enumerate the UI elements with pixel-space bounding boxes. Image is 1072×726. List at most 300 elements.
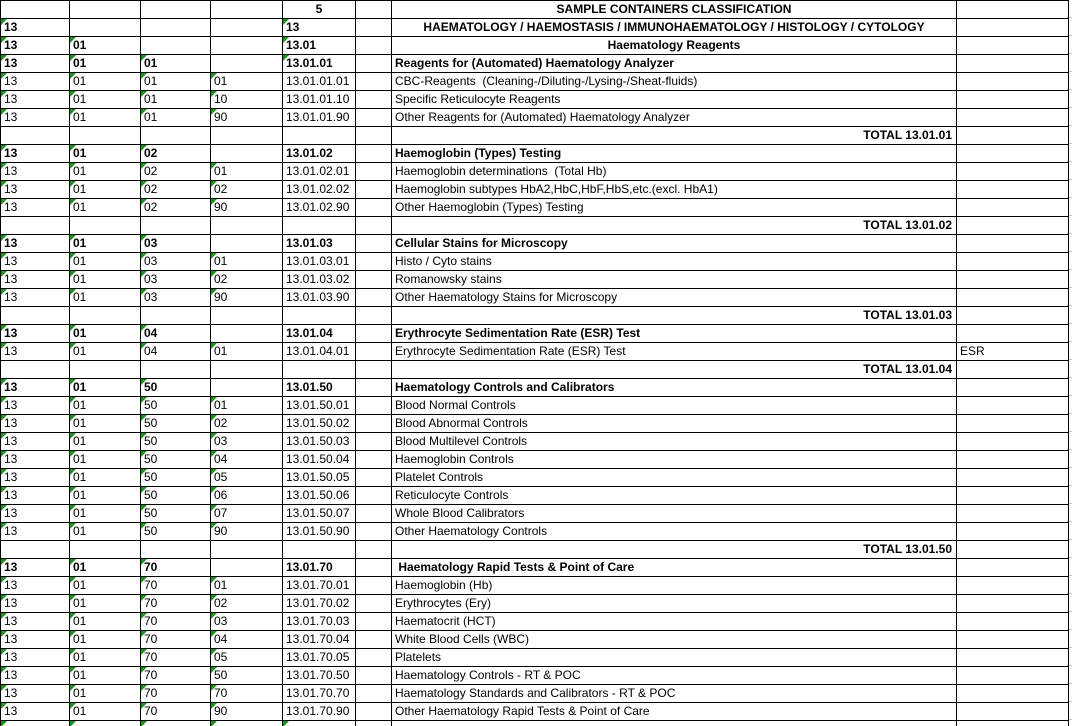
cell-code-level2[interactable] <box>70 523 141 541</box>
cell-code-level2[interactable] <box>70 235 141 253</box>
cell-code-level4[interactable] <box>211 685 283 703</box>
cell-code-level2[interactable] <box>70 613 141 631</box>
cell-code-level2[interactable] <box>70 181 141 199</box>
cell-description[interactable] <box>392 415 957 433</box>
cell-gap[interactable] <box>356 55 392 73</box>
cell-description[interactable] <box>392 181 957 199</box>
cell-code-level4[interactable] <box>211 361 283 379</box>
cell-code-level3[interactable] <box>141 559 211 577</box>
cell-code-level2[interactable] <box>70 19 141 37</box>
cell-code-level1[interactable] <box>1 109 70 127</box>
cell-code-level4[interactable] <box>211 595 283 613</box>
cell-description[interactable] <box>392 469 957 487</box>
cell-full-code[interactable] <box>283 415 356 433</box>
cell-full-code[interactable] <box>283 181 356 199</box>
cell-description[interactable] <box>392 199 957 217</box>
cell-code-level2[interactable] <box>70 505 141 523</box>
cell-code-level4[interactable] <box>211 91 283 109</box>
cell-full-code[interactable] <box>283 163 356 181</box>
cell-description[interactable] <box>392 271 957 289</box>
cell-code-level1[interactable] <box>1 163 70 181</box>
cell-description[interactable] <box>392 523 957 541</box>
cell-gap[interactable] <box>356 541 392 559</box>
cell-full-code[interactable] <box>283 631 356 649</box>
cell-full-code[interactable] <box>283 379 356 397</box>
cell-code-level3[interactable] <box>141 73 211 91</box>
cell-full-code[interactable] <box>283 1 356 19</box>
cell-full-code[interactable] <box>283 253 356 271</box>
cell-code-level4[interactable] <box>211 343 283 361</box>
cell-code-level3[interactable] <box>141 595 211 613</box>
cell-code-level3[interactable] <box>141 307 211 325</box>
cell-extra[interactable] <box>957 235 1069 253</box>
cell-extra[interactable] <box>957 109 1069 127</box>
cell-full-code[interactable] <box>283 541 356 559</box>
cell-gap[interactable] <box>356 685 392 703</box>
cell-gap[interactable] <box>356 181 392 199</box>
cell-extra[interactable] <box>957 55 1069 73</box>
cell-code-level2[interactable] <box>70 703 141 721</box>
cell-code-level3[interactable] <box>141 217 211 235</box>
cell-code-level2[interactable] <box>70 109 141 127</box>
cell-extra[interactable] <box>957 649 1069 667</box>
cell-extra[interactable] <box>957 163 1069 181</box>
cell-code-level1[interactable] <box>1 37 70 55</box>
cell-description[interactable] <box>392 325 957 343</box>
cell-gap[interactable] <box>356 37 392 55</box>
cell-extra[interactable] <box>957 469 1069 487</box>
cell-full-code[interactable] <box>283 145 356 163</box>
cell-extra[interactable] <box>957 397 1069 415</box>
cell-code-level3[interactable] <box>141 163 211 181</box>
cell-code-level3[interactable] <box>141 145 211 163</box>
cell-code-level3[interactable] <box>141 289 211 307</box>
cell-code-level2[interactable] <box>70 91 141 109</box>
cell-code-level1[interactable] <box>1 217 70 235</box>
cell-code-level4[interactable] <box>211 379 283 397</box>
cell-code-level2[interactable] <box>70 271 141 289</box>
cell-code-level3[interactable] <box>141 55 211 73</box>
cell-gap[interactable] <box>356 487 392 505</box>
cell-gap[interactable] <box>356 559 392 577</box>
cell-description[interactable] <box>392 235 957 253</box>
cell-description[interactable] <box>392 613 957 631</box>
cell-code-level1[interactable] <box>1 361 70 379</box>
cell-code-level4[interactable] <box>211 451 283 469</box>
cell-code-level4[interactable] <box>211 163 283 181</box>
cell-code-level4[interactable] <box>211 613 283 631</box>
cell-code-level3[interactable] <box>141 109 211 127</box>
cell-gap[interactable] <box>356 523 392 541</box>
cell-code-level2[interactable] <box>70 631 141 649</box>
cell-code-level2[interactable] <box>70 217 141 235</box>
cell-code-level2[interactable] <box>70 685 141 703</box>
cell-code-level4[interactable] <box>211 1 283 19</box>
cell-code-level4[interactable] <box>211 469 283 487</box>
cell-code-level3[interactable] <box>141 91 211 109</box>
cell-code-level3[interactable] <box>141 253 211 271</box>
cell-code-level1[interactable] <box>1 703 70 721</box>
cell-extra[interactable] <box>957 343 1069 361</box>
cell-code-level1[interactable] <box>1 343 70 361</box>
cell-code-level4[interactable] <box>211 37 283 55</box>
cell-full-code[interactable] <box>283 289 356 307</box>
cell-code-level3[interactable] <box>141 451 211 469</box>
cell-code-level1[interactable] <box>1 253 70 271</box>
cell-description[interactable] <box>392 721 957 726</box>
cell-code-level4[interactable] <box>211 109 283 127</box>
cell-code-level2[interactable] <box>70 361 141 379</box>
cell-gap[interactable] <box>356 505 392 523</box>
cell-full-code[interactable] <box>283 433 356 451</box>
cell-code-level3[interactable] <box>141 415 211 433</box>
cell-code-level1[interactable] <box>1 55 70 73</box>
cell-code-level3[interactable] <box>141 1 211 19</box>
cell-code-level1[interactable] <box>1 91 70 109</box>
cell-gap[interactable] <box>356 19 392 37</box>
cell-code-level1[interactable] <box>1 19 70 37</box>
cell-gap[interactable] <box>356 343 392 361</box>
cell-extra[interactable] <box>957 433 1069 451</box>
cell-code-level2[interactable] <box>70 73 141 91</box>
cell-description[interactable] <box>392 541 957 559</box>
cell-code-level4[interactable] <box>211 271 283 289</box>
cell-extra[interactable] <box>957 1 1069 19</box>
cell-code-level3[interactable] <box>141 649 211 667</box>
cell-extra[interactable] <box>957 523 1069 541</box>
cell-full-code[interactable] <box>283 91 356 109</box>
cell-gap[interactable] <box>356 469 392 487</box>
cell-extra[interactable] <box>957 451 1069 469</box>
cell-code-level4[interactable] <box>211 181 283 199</box>
cell-extra[interactable] <box>957 181 1069 199</box>
cell-full-code[interactable] <box>283 685 356 703</box>
cell-code-level4[interactable] <box>211 577 283 595</box>
cell-code-level1[interactable] <box>1 379 70 397</box>
cell-code-level4[interactable] <box>211 217 283 235</box>
cell-description[interactable] <box>392 163 957 181</box>
cell-code-level4[interactable] <box>211 541 283 559</box>
cell-gap[interactable] <box>356 451 392 469</box>
cell-code-level3[interactable] <box>141 541 211 559</box>
cell-description[interactable] <box>392 361 957 379</box>
cell-extra[interactable] <box>957 415 1069 433</box>
cell-code-level1[interactable] <box>1 397 70 415</box>
cell-code-level4[interactable] <box>211 505 283 523</box>
cell-gap[interactable] <box>356 613 392 631</box>
cell-full-code[interactable] <box>283 703 356 721</box>
cell-code-level1[interactable] <box>1 1 70 19</box>
cell-gap[interactable] <box>356 325 392 343</box>
cell-code-level3[interactable] <box>141 361 211 379</box>
cell-code-level3[interactable] <box>141 577 211 595</box>
cell-code-level2[interactable] <box>70 1 141 19</box>
cell-gap[interactable] <box>356 91 392 109</box>
cell-extra[interactable] <box>957 145 1069 163</box>
cell-code-level4[interactable] <box>211 523 283 541</box>
cell-code-level1[interactable] <box>1 487 70 505</box>
cell-extra[interactable] <box>957 91 1069 109</box>
cell-code-level1[interactable] <box>1 73 70 91</box>
cell-code-level1[interactable] <box>1 559 70 577</box>
cell-code-level2[interactable] <box>70 145 141 163</box>
cell-description[interactable] <box>392 379 957 397</box>
cell-extra[interactable] <box>957 541 1069 559</box>
cell-description[interactable] <box>392 109 957 127</box>
cell-description[interactable] <box>392 19 957 37</box>
cell-gap[interactable] <box>356 649 392 667</box>
cell-extra[interactable] <box>957 703 1069 721</box>
cell-description[interactable] <box>392 487 957 505</box>
cell-code-level4[interactable] <box>211 703 283 721</box>
cell-code-level3[interactable] <box>141 199 211 217</box>
cell-code-level4[interactable] <box>211 397 283 415</box>
cell-full-code[interactable] <box>283 523 356 541</box>
cell-gap[interactable] <box>356 145 392 163</box>
cell-full-code[interactable] <box>283 325 356 343</box>
cell-code-level4[interactable] <box>211 235 283 253</box>
cell-code-level4[interactable] <box>211 307 283 325</box>
cell-gap[interactable] <box>356 307 392 325</box>
cell-extra[interactable] <box>957 721 1069 726</box>
cell-description[interactable] <box>392 91 957 109</box>
cell-full-code[interactable] <box>283 73 356 91</box>
cell-full-code[interactable] <box>283 559 356 577</box>
cell-code-level2[interactable] <box>70 559 141 577</box>
cell-code-level3[interactable] <box>141 505 211 523</box>
cell-extra[interactable] <box>957 613 1069 631</box>
cell-gap[interactable] <box>356 433 392 451</box>
cell-code-level4[interactable] <box>211 325 283 343</box>
cell-gap[interactable] <box>356 199 392 217</box>
cell-description[interactable] <box>392 307 957 325</box>
cell-extra[interactable] <box>957 19 1069 37</box>
cell-description[interactable] <box>392 127 957 145</box>
cell-description[interactable] <box>392 595 957 613</box>
cell-code-level4[interactable] <box>211 55 283 73</box>
cell-gap[interactable] <box>356 73 392 91</box>
cell-extra[interactable] <box>957 559 1069 577</box>
cell-extra[interactable] <box>957 667 1069 685</box>
cell-code-level3[interactable] <box>141 235 211 253</box>
cell-extra[interactable] <box>957 271 1069 289</box>
cell-gap[interactable] <box>356 217 392 235</box>
cell-code-level3[interactable] <box>141 721 211 726</box>
cell-gap[interactable] <box>356 721 392 726</box>
cell-extra[interactable] <box>957 595 1069 613</box>
cell-gap[interactable] <box>356 109 392 127</box>
cell-description[interactable] <box>392 397 957 415</box>
cell-gap[interactable] <box>356 415 392 433</box>
cell-code-level2[interactable] <box>70 595 141 613</box>
cell-code-level2[interactable] <box>70 307 141 325</box>
cell-full-code[interactable] <box>283 577 356 595</box>
cell-code-level3[interactable] <box>141 397 211 415</box>
cell-code-level3[interactable] <box>141 19 211 37</box>
cell-extra[interactable] <box>957 37 1069 55</box>
cell-full-code[interactable] <box>283 127 356 145</box>
cell-code-level2[interactable] <box>70 379 141 397</box>
cell-code-level3[interactable] <box>141 271 211 289</box>
cell-gap[interactable] <box>356 127 392 145</box>
cell-code-level4[interactable] <box>211 199 283 217</box>
cell-description[interactable] <box>392 289 957 307</box>
cell-code-level3[interactable] <box>141 523 211 541</box>
cell-extra[interactable] <box>957 505 1069 523</box>
cell-code-level2[interactable] <box>70 541 141 559</box>
cell-code-level2[interactable] <box>70 487 141 505</box>
cell-extra[interactable] <box>957 199 1069 217</box>
cell-description[interactable] <box>392 685 957 703</box>
cell-full-code[interactable] <box>283 505 356 523</box>
cell-code-level1[interactable] <box>1 505 70 523</box>
cell-code-level1[interactable] <box>1 199 70 217</box>
cell-full-code[interactable] <box>283 55 356 73</box>
cell-code-level1[interactable] <box>1 469 70 487</box>
cell-code-level4[interactable] <box>211 73 283 91</box>
cell-full-code[interactable] <box>283 19 356 37</box>
cell-code-level1[interactable] <box>1 649 70 667</box>
cell-gap[interactable] <box>356 253 392 271</box>
cell-gap[interactable] <box>356 235 392 253</box>
cell-code-level2[interactable] <box>70 343 141 361</box>
cell-extra[interactable] <box>957 307 1069 325</box>
cell-code-level2[interactable] <box>70 397 141 415</box>
cell-code-level4[interactable] <box>211 631 283 649</box>
cell-code-level4[interactable] <box>211 433 283 451</box>
cell-gap[interactable] <box>356 379 392 397</box>
cell-gap[interactable] <box>356 361 392 379</box>
cell-code-level3[interactable] <box>141 667 211 685</box>
cell-code-level4[interactable] <box>211 721 283 726</box>
cell-code-level2[interactable] <box>70 721 141 726</box>
cell-description[interactable] <box>392 1 957 19</box>
cell-code-level1[interactable] <box>1 127 70 145</box>
cell-code-level3[interactable] <box>141 181 211 199</box>
cell-code-level4[interactable] <box>211 127 283 145</box>
cell-code-level1[interactable] <box>1 181 70 199</box>
cell-code-level4[interactable] <box>211 487 283 505</box>
cell-code-level2[interactable] <box>70 289 141 307</box>
cell-code-level2[interactable] <box>70 163 141 181</box>
cell-code-level1[interactable] <box>1 577 70 595</box>
cell-code-level1[interactable] <box>1 415 70 433</box>
cell-full-code[interactable] <box>283 217 356 235</box>
cell-full-code[interactable] <box>283 199 356 217</box>
cell-code-level2[interactable] <box>70 55 141 73</box>
cell-full-code[interactable] <box>283 451 356 469</box>
cell-description[interactable] <box>392 703 957 721</box>
cell-extra[interactable] <box>957 379 1069 397</box>
cell-extra[interactable] <box>957 577 1069 595</box>
cell-description[interactable] <box>392 433 957 451</box>
cell-full-code[interactable] <box>283 109 356 127</box>
cell-gap[interactable] <box>356 163 392 181</box>
cell-code-level1[interactable] <box>1 613 70 631</box>
cell-full-code[interactable] <box>283 361 356 379</box>
cell-description[interactable] <box>392 217 957 235</box>
cell-extra[interactable] <box>957 127 1069 145</box>
cell-code-level3[interactable] <box>141 127 211 145</box>
cell-code-level4[interactable] <box>211 415 283 433</box>
cell-code-level2[interactable] <box>70 199 141 217</box>
cell-full-code[interactable] <box>283 721 356 726</box>
cell-full-code[interactable] <box>283 667 356 685</box>
cell-full-code[interactable] <box>283 613 356 631</box>
cell-code-level2[interactable] <box>70 433 141 451</box>
cell-description[interactable] <box>392 145 957 163</box>
cell-code-level2[interactable] <box>70 325 141 343</box>
cell-gap[interactable] <box>356 595 392 613</box>
cell-full-code[interactable] <box>283 595 356 613</box>
cell-full-code[interactable] <box>283 343 356 361</box>
cell-code-level3[interactable] <box>141 325 211 343</box>
cell-code-level1[interactable] <box>1 325 70 343</box>
cell-code-level1[interactable] <box>1 631 70 649</box>
cell-code-level3[interactable] <box>141 343 211 361</box>
cell-description[interactable] <box>392 505 957 523</box>
cell-gap[interactable] <box>356 577 392 595</box>
cell-description[interactable] <box>392 343 957 361</box>
cell-full-code[interactable] <box>283 235 356 253</box>
cell-extra[interactable] <box>957 685 1069 703</box>
cell-code-level4[interactable] <box>211 253 283 271</box>
cell-gap[interactable] <box>356 289 392 307</box>
cell-code-level4[interactable] <box>211 649 283 667</box>
cell-description[interactable] <box>392 649 957 667</box>
cell-code-level1[interactable] <box>1 523 70 541</box>
cell-description[interactable] <box>392 577 957 595</box>
cell-description[interactable] <box>392 73 957 91</box>
cell-code-level4[interactable] <box>211 667 283 685</box>
cell-code-level2[interactable] <box>70 37 141 55</box>
cell-extra[interactable] <box>957 217 1069 235</box>
cell-description[interactable] <box>392 631 957 649</box>
cell-code-level3[interactable] <box>141 685 211 703</box>
cell-code-level1[interactable] <box>1 721 70 726</box>
cell-extra[interactable] <box>957 253 1069 271</box>
cell-code-level2[interactable] <box>70 667 141 685</box>
cell-code-level2[interactable] <box>70 253 141 271</box>
cell-gap[interactable] <box>356 397 392 415</box>
cell-full-code[interactable] <box>283 271 356 289</box>
cell-code-level2[interactable] <box>70 469 141 487</box>
cell-code-level1[interactable] <box>1 307 70 325</box>
cell-extra[interactable] <box>957 73 1069 91</box>
cell-full-code[interactable] <box>283 307 356 325</box>
cell-extra[interactable] <box>957 325 1069 343</box>
cell-full-code[interactable] <box>283 649 356 667</box>
cell-gap[interactable] <box>356 271 392 289</box>
cell-code-level2[interactable] <box>70 451 141 469</box>
cell-description[interactable] <box>392 37 957 55</box>
cell-code-level3[interactable] <box>141 469 211 487</box>
cell-code-level4[interactable] <box>211 19 283 37</box>
cell-full-code[interactable] <box>283 469 356 487</box>
cell-code-level3[interactable] <box>141 37 211 55</box>
cell-description[interactable] <box>392 559 957 577</box>
cell-description[interactable] <box>392 55 957 73</box>
cell-code-level3[interactable] <box>141 703 211 721</box>
cell-full-code[interactable] <box>283 37 356 55</box>
cell-code-level2[interactable] <box>70 577 141 595</box>
cell-description[interactable] <box>392 253 957 271</box>
cell-full-code[interactable] <box>283 487 356 505</box>
cell-extra[interactable] <box>957 289 1069 307</box>
cell-code-level1[interactable] <box>1 451 70 469</box>
cell-code-level2[interactable] <box>70 127 141 145</box>
cell-code-level3[interactable] <box>141 613 211 631</box>
